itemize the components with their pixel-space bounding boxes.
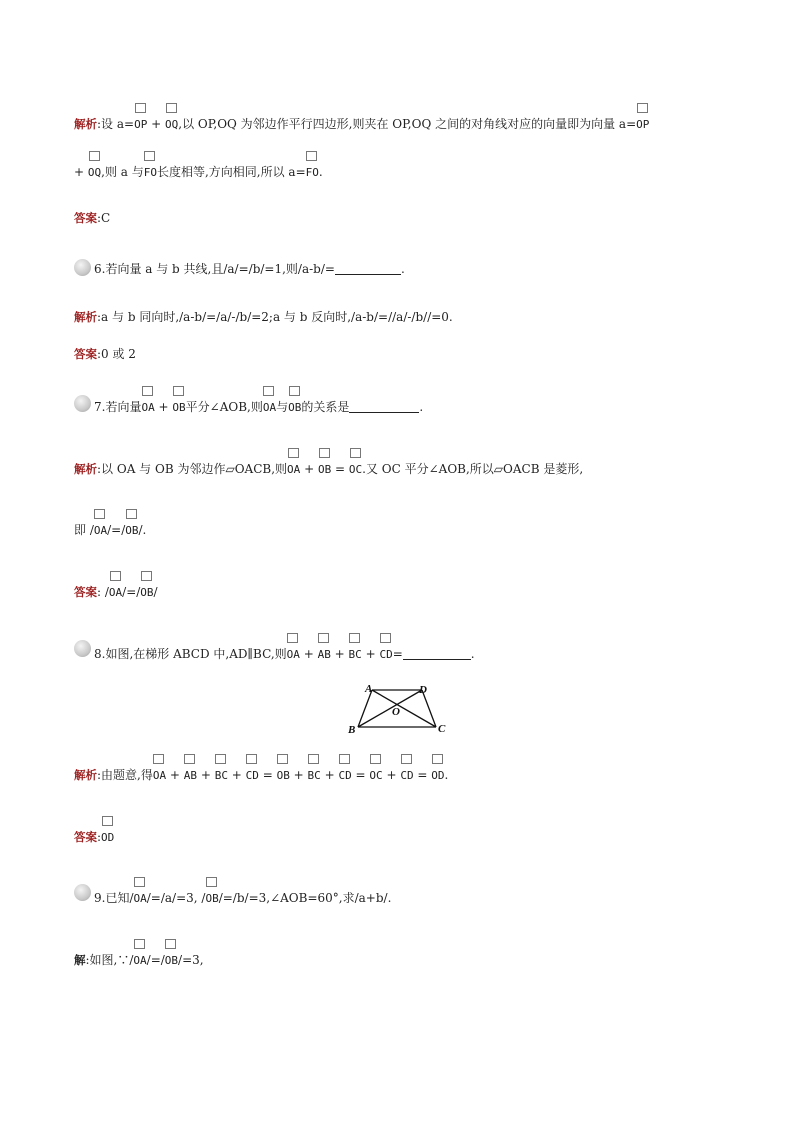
vector-ob: OB <box>164 954 179 967</box>
answer-label: 答案 <box>74 211 97 225</box>
vector-bc: BC <box>214 769 228 782</box>
solution-label: 解 <box>74 953 86 967</box>
question-8: 8.如图,在梯形 ABCD 中,AD∥BC,则OA + AB + BC + CD= . <box>94 647 475 661</box>
vector-oq: OQ <box>87 166 102 179</box>
vector-cd: CD <box>338 769 352 782</box>
diagonal-bd <box>358 690 422 727</box>
vector-od: OD <box>431 769 445 782</box>
analysis-7-line-1: 解析:以 OA 与 OB 为邻边作▱OACB,则OA + OB = OC.又 OC 平分∠AOB,所以▱OACB 是菱形, <box>74 462 584 476</box>
vector-bc: BC <box>307 769 321 782</box>
point-a-label: A <box>365 683 373 695</box>
point-c-label: C <box>438 723 446 735</box>
analysis-label: 解析 <box>74 768 97 782</box>
vector-oa: OA <box>108 586 123 599</box>
vector-bc: BC <box>348 648 362 661</box>
vector-fo: FO <box>305 166 319 179</box>
analysis-8: 解析:由题意,得OA + AB + BC + CD = OB + BC + CD = OC + CD = OD. <box>74 768 449 782</box>
answer-blank[interactable] <box>349 400 419 413</box>
answer-label: 答案 <box>74 830 97 844</box>
question-9: 9.已知/OA/=/a/=3, /OB/=/b/=3,∠AOB=60°,求/a+b/. <box>94 891 392 905</box>
question-6: 6.若向量 a 与 b 共线,且/a/=/b/=1,则/a-b/= . <box>94 262 405 276</box>
answer-6: 答案:0 或 2 <box>74 347 136 361</box>
vector-cd: CD <box>245 769 259 782</box>
vector-oa: OA <box>152 769 167 782</box>
point-o-label: O <box>392 706 400 718</box>
vector-ob: OB <box>317 463 332 476</box>
analysis-label: 解析 <box>74 310 97 324</box>
answer-8: 答案:OD <box>74 830 115 844</box>
side-ab <box>358 690 372 727</box>
vector-oa: OA <box>262 401 277 414</box>
vector-cd: CD <box>379 648 393 661</box>
answer-label: 答案 <box>74 585 97 599</box>
vector-ob: OB <box>172 401 186 414</box>
point-b-label: B <box>348 724 356 736</box>
question-7: 7.若向量OA + OB平分∠AOB,则OA与OB的关系是 . <box>94 400 424 414</box>
vector-fo: FO <box>143 166 157 179</box>
vector-ob: OB <box>140 586 154 599</box>
vector-oq: OQ <box>165 118 179 131</box>
vector-cd: CD <box>400 769 414 782</box>
answer-7: 答案: /OA/=/OB/ <box>74 585 158 599</box>
analysis-label: 解析 <box>74 117 97 131</box>
vector-ob: OB <box>288 401 302 414</box>
answer-label: 答案 <box>74 347 97 361</box>
analysis-line-1: 解析:设 a=OP + OQ,以 OP,OQ 为邻边作平行四边形,则夹在 OP,OQ 之间的对角线对应的向量即为向量 a=OP <box>74 117 650 131</box>
question-7-bullet-icon <box>74 395 91 412</box>
analysis-label: 解析 <box>74 462 97 476</box>
vector-oa: OA <box>141 401 155 414</box>
vector-ob: OB <box>125 524 139 537</box>
analysis-6: 解析:a 与 b 同向时,/a-b/=/a/-/b/=2;a 与 b 反向时,/a-b/=//a/-/b//=0. <box>74 310 453 324</box>
vector-ob: OB <box>205 892 219 905</box>
vector-od: OD <box>101 831 115 844</box>
question-6-bullet-icon <box>74 259 91 276</box>
answer-blank[interactable] <box>335 262 401 275</box>
point-d-label: D <box>419 684 427 696</box>
question-8-bullet-icon <box>74 640 91 657</box>
vector-oa: OA <box>133 892 147 905</box>
vector-oa: OA <box>93 524 108 537</box>
analysis-line-2: + OQ,则 a 与FO长度相等,方向相同,所以 a=FO. <box>74 165 323 179</box>
answer-5: 答案:C <box>74 211 111 225</box>
vector-oa: OA <box>286 648 300 661</box>
vector-ab: AB <box>183 769 198 782</box>
question-9-bullet-icon <box>74 884 91 901</box>
vector-oc: OC <box>369 769 383 782</box>
vector-oa: OA <box>133 954 147 967</box>
answer-blank[interactable] <box>403 647 471 660</box>
vector-oa: OA <box>287 463 301 476</box>
vector-ob: OB <box>276 769 290 782</box>
trapezoid-figure <box>346 680 456 740</box>
vector-oc: OC <box>348 463 363 476</box>
vector-ab: AB <box>317 648 331 661</box>
solution-9: 解:如图,∵/OA/=/OB/=3, <box>74 953 204 967</box>
analysis-7-line-2: 即 /OA/=/OB/. <box>74 523 147 537</box>
vector-op: OP <box>636 118 650 131</box>
vector-op: OP <box>134 118 148 131</box>
